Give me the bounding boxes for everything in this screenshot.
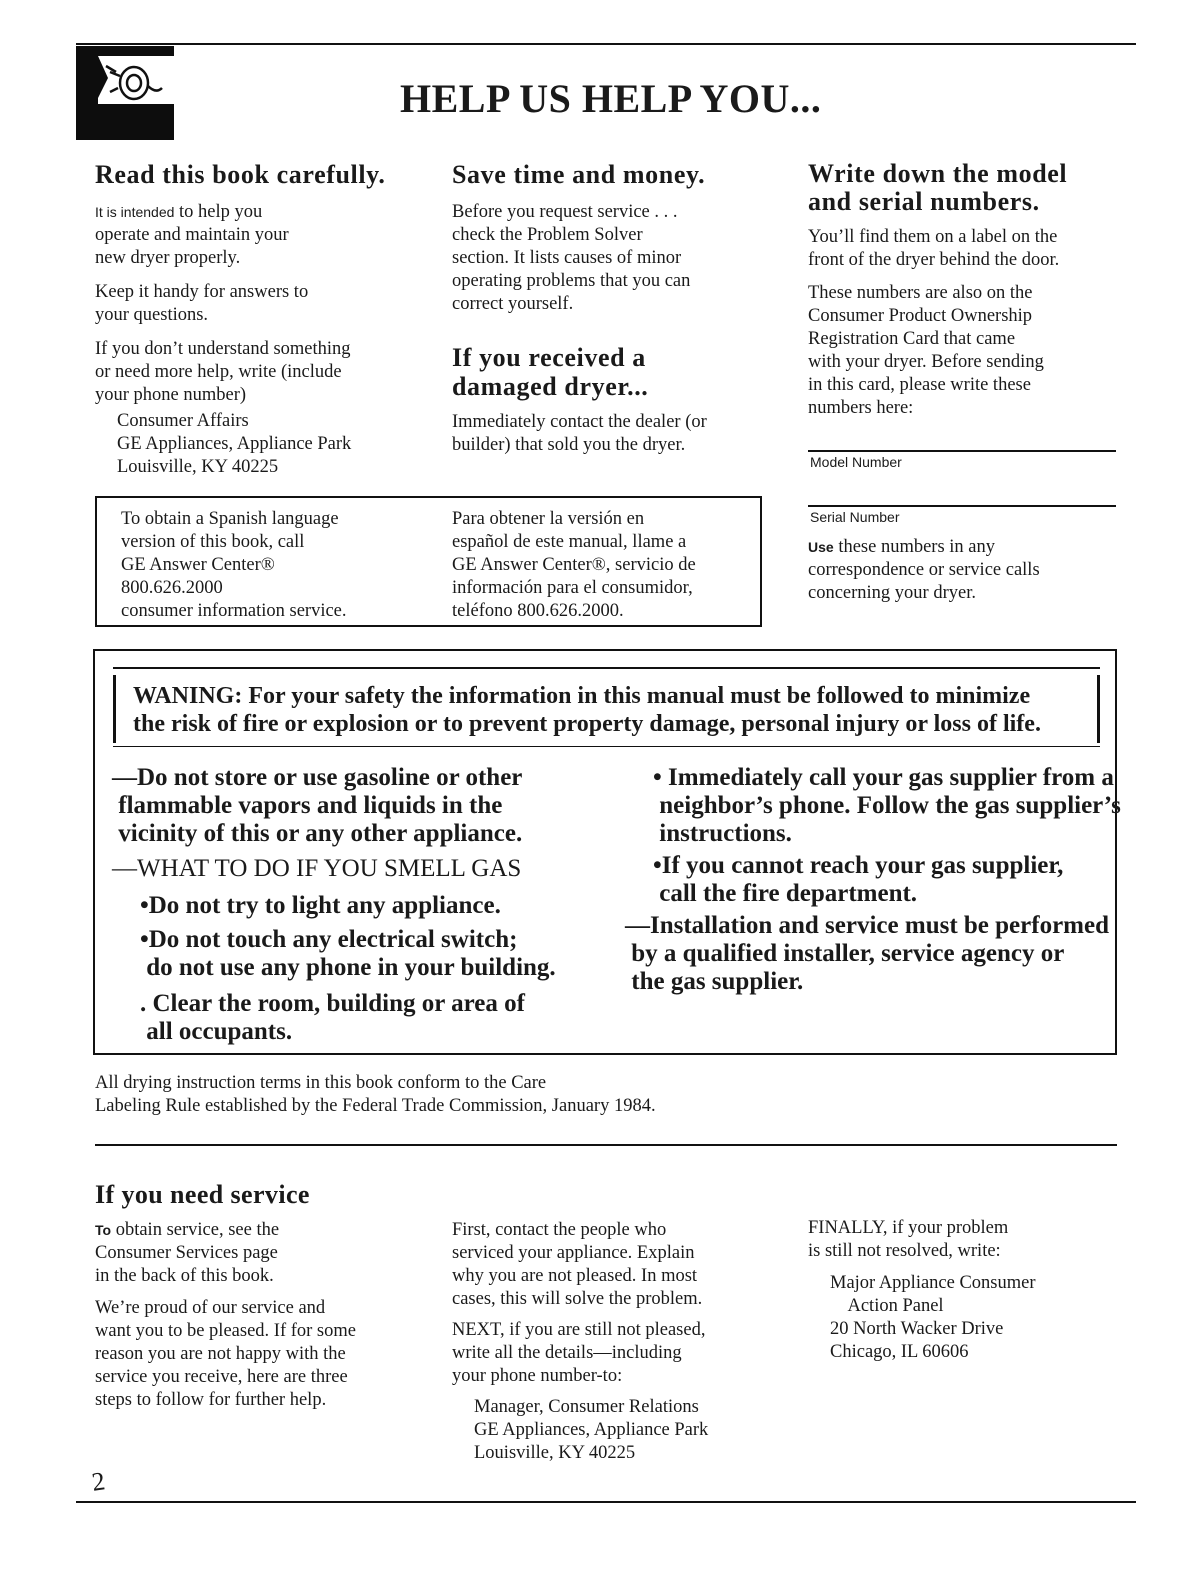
warning-box-bottom [93,1053,1117,1055]
warning-inner-left [113,675,116,743]
header-top-rule [76,43,1136,45]
warning-heading: WANING: For your safety the information in this manual must be followed to minimize the risk of fire or explosion or to prevent property damage, personal injury or loss of life. [133,683,1041,737]
model-number-label: Model Number [810,454,902,470]
intended-lead: It is intended [95,204,175,220]
warning-left-column [112,764,612,1046]
warning-box-top [93,649,1116,651]
page-title: HELP US HELP YOU... [400,76,822,121]
warning-no-switch: •Do not touch any electrical switch; do not use any phone in your building. [140,926,556,981]
read-book-section [95,160,415,479]
consumer-relations-address: Manager, Consumer Relations GE Appliances, Appliance Park Louisville, KY 40225 [474,1397,709,1463]
to-rest: obtain service, see the Consumer Services page in the back of this book. [95,1220,280,1286]
intended-rest: to help you operate and maintain your new dryer properly. [95,202,289,268]
save-time-section [452,160,772,457]
model-serial-paragraph-2: These numbers are also on the Consumer Product Ownership Registration Card that came with your dryer. Before sending in this card, please write these numbers here: [808,283,1044,418]
model-number-line [808,450,1116,452]
care-labeling-note: All drying instruction terms in this book conform to the Care Labeling Rule established by the Federal Trade Commission, January 1984. [95,1073,656,1116]
warning-call-supplier: • Immediately call your gas supplier from a neighbor’s phone. Follow the gas supplier’s instructions. [653,764,1121,847]
dryer-knob-icon [76,46,174,140]
warning-clear-room: . Clear the room, building or area of all occupants. [140,990,525,1045]
service-heading: If you need service [95,1180,310,1209]
to-lead: To [95,1222,112,1238]
read-book-paragraph-2: Keep it handy for answers to your questions. [95,282,309,325]
damaged-dryer-heading: If you received a damaged dryer... [452,343,649,401]
warning-no-gasoline: —Do not store or use gasoline or other flammable vapors and liquids in the vicinity of this or any other appliance. [112,764,523,847]
warning-inner-top [113,667,1100,669]
read-book-paragraph-1 [95,201,415,270]
model-serial-paragraph-1: You’ll find them on a label on the front of the dryer behind the door. [808,227,1060,270]
service-see-page [95,1219,425,1288]
warning-inner-bottom [113,746,1100,747]
action-panel-address: Major Appliance Consumer Action Panel 20 North Wacker Drive Chicago, IL 60606 [830,1273,1036,1362]
service-next: NEXT, if you are still not pleased, write all the details—including your phone number-to: [452,1320,706,1386]
spanish-box-right [760,496,762,626]
page-number: 2 [89,1466,107,1497]
consumer-affairs-address: Consumer Affairs GE Appliances, Appliance Park Louisville, KY 40225 [117,411,352,477]
use-numbers-paragraph [808,536,1118,605]
warning-box-left [93,649,95,1054]
service-column-3 [808,1217,1118,1364]
spanish-box-bottom [95,625,762,627]
warning-inner-right [1097,675,1100,743]
spanish-box-left [95,496,97,626]
save-time-heading: Save time and money. [452,160,706,189]
spanish-spanish-text: Para obtener la versión en español de este manual, llame a GE Answer Center®, servicio de información para el consumidor, teléfono 800.626.2000. [452,509,696,621]
damaged-dryer-paragraph: Immediately contact the dealer (or builder) that sold you the dryer. [452,412,707,455]
model-serial-heading: Write down the model and serial numbers. [808,159,1068,216]
warning-box-right [1115,649,1117,1054]
service-column-1 [95,1219,425,1412]
save-time-paragraph: Before you request service . . . check the Problem Solver section. It lists causes of minor operating problems that you can correct yourself. [452,202,691,314]
warning-no-light: •Do not try to light any appliance. [140,892,501,919]
footer-rule [76,1501,1136,1503]
service-column-2 [452,1219,772,1465]
serial-number-label: Serial Number [810,509,900,525]
model-serial-section [808,160,1118,420]
service-first: First, contact the people who serviced your appliance. Explain why you are not pleased. In most cases, this will solve the problem. [452,1220,703,1309]
use-lead: Use [808,539,834,555]
spanish-box-top [95,496,760,498]
warning-right-column [625,764,1121,996]
read-book-heading: Read this book carefully. [95,160,386,189]
spanish-english-text: To obtain a Spanish language version of this book, call GE Answer Center® 800.626.2000 consumer information service. [121,509,347,621]
service-proud: We’re proud of our service and want you to be pleased. If for some reason you are not happy with the service you receive, here are three steps to follow for further help. [95,1298,356,1410]
read-book-paragraph-3: If you don’t understand something or need more help, write (include your phone number) [95,339,351,405]
warning-smell-gas: —WHAT TO DO IF YOU SMELL GAS [112,855,522,882]
service-separator [95,1144,1117,1146]
serial-number-line [808,505,1116,507]
warning-fire-department: •If you cannot reach your gas supplier, call the fire department. [653,852,1064,907]
use-rest: these numbers in any correspondence or service calls concerning your dryer. [808,537,1040,603]
warning-installation: —Installation and service must be performed by a qualified installer, service agency or the gas supplier. [625,912,1109,995]
service-finally: FINALLY, if your problem is still not resolved, write: [808,1218,1009,1261]
